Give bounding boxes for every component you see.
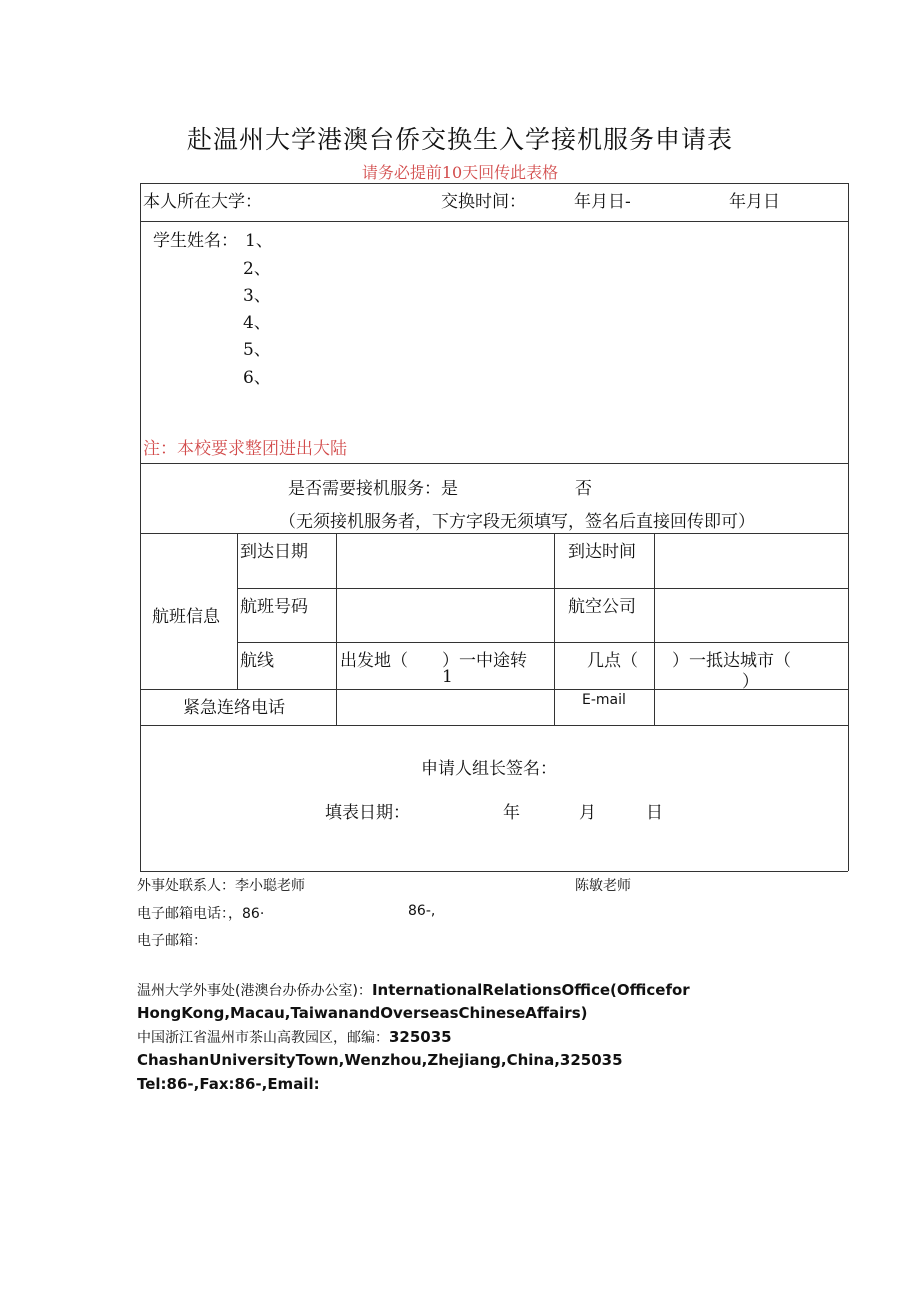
student-number: 6、 — [243, 368, 271, 388]
student-number: 5、 — [243, 340, 271, 360]
flight-info-label: 航班信息 — [152, 607, 220, 627]
office-address-cn — [137, 1027, 452, 1047]
contact-person: 外事处联系人：李小聪老师 — [137, 878, 305, 894]
postcode: 325035 — [389, 1028, 452, 1046]
table-divider — [140, 725, 848, 726]
exchange-time-label: 交换时间： — [441, 192, 526, 212]
contact-email: 电子邮箱： — [137, 933, 207, 949]
table-divider — [237, 588, 848, 589]
signature-label: 申请人组长签名： — [421, 759, 557, 779]
office-name-en: InternationalRelationsOffice(Officefor — [371, 981, 690, 999]
exchange-date-from: 年月日- — [574, 192, 631, 212]
route-departure: 出发地（ ）一中途转 — [340, 651, 527, 671]
office-address-en: ChashanUniversityTown,Wenzhou,Zhejiang,China,325035 — [137, 1051, 623, 1069]
table-divider — [554, 533, 555, 725]
table-border-bottom — [140, 871, 848, 872]
contact-phone-second: 86-, — [408, 903, 436, 919]
student-name-label: 学生姓名： — [153, 231, 238, 251]
table-divider — [237, 533, 238, 689]
table-divider — [654, 533, 655, 725]
student-number: 2、 — [243, 259, 271, 279]
office-name-en-cont: HongKong,Macau,TaiwanandOverseasChineseAffairs) — [137, 1004, 588, 1022]
pickup-question: 是否需要接机服务：是 — [288, 479, 458, 499]
student-number: 3、 — [243, 286, 271, 306]
page-title: 赴温州大学港澳台侨交换生入学接机服务申请表 — [186, 125, 733, 154]
fill-date-month: 月 — [579, 803, 596, 823]
table-divider — [336, 533, 337, 725]
route-transfer-cont: ） — [742, 672, 759, 692]
office-tel-fax-email: Tel:86-,Fax:86-,Email: — [137, 1075, 320, 1093]
arrival-time-label: 到达时间 — [568, 542, 636, 562]
student-number: 1、 — [245, 231, 273, 251]
route-transfer: 几点（ ）一抵达城市（ — [587, 651, 791, 671]
fill-date-year: 年 — [503, 803, 520, 823]
table-divider — [140, 463, 848, 464]
pickup-hint: （无须接机服务者，下方字段无须填写，签名后直接回传即可） — [279, 512, 755, 532]
table-border-left — [140, 183, 141, 871]
university-label: 本人所在大学： — [143, 192, 262, 212]
airline-label: 航空公司 — [568, 597, 636, 617]
emergency-phone-label: 紧急连络电话 — [183, 698, 285, 718]
student-number: 4、 — [243, 313, 271, 333]
address-cn: 中国浙江省温州市茶山高教园区，邮编： — [137, 1030, 389, 1046]
exchange-date-to: 年月日 — [729, 192, 780, 212]
table-border-right — [848, 183, 849, 871]
group-note: 注：本校要求整团进出大陆 — [143, 439, 347, 459]
table-divider — [140, 533, 848, 534]
office-name — [137, 980, 690, 1000]
pickup-no-option: 否 — [575, 479, 592, 499]
contact-person-second: 陈敏老师 — [575, 878, 631, 894]
route-departure-cont: 1 — [442, 667, 453, 687]
email-label: E-mail — [582, 692, 626, 708]
office-name-cn: 温州大学外事处(港澳台办侨办公室)： — [137, 983, 372, 999]
fill-date-day: 日 — [646, 803, 663, 823]
table-divider — [237, 642, 848, 643]
flight-number-label: 航班号码 — [240, 597, 308, 617]
contact-phone: 电子邮箱电话：，86· — [137, 906, 265, 922]
table-border-top — [140, 183, 848, 184]
page-subtitle: 请务必提前10天回传此表格 — [361, 163, 559, 182]
table-divider — [140, 221, 848, 222]
route-label: 航线 — [240, 651, 274, 671]
arrival-date-label: 到达日期 — [240, 542, 308, 562]
fill-date-label: 填表日期： — [325, 803, 410, 823]
